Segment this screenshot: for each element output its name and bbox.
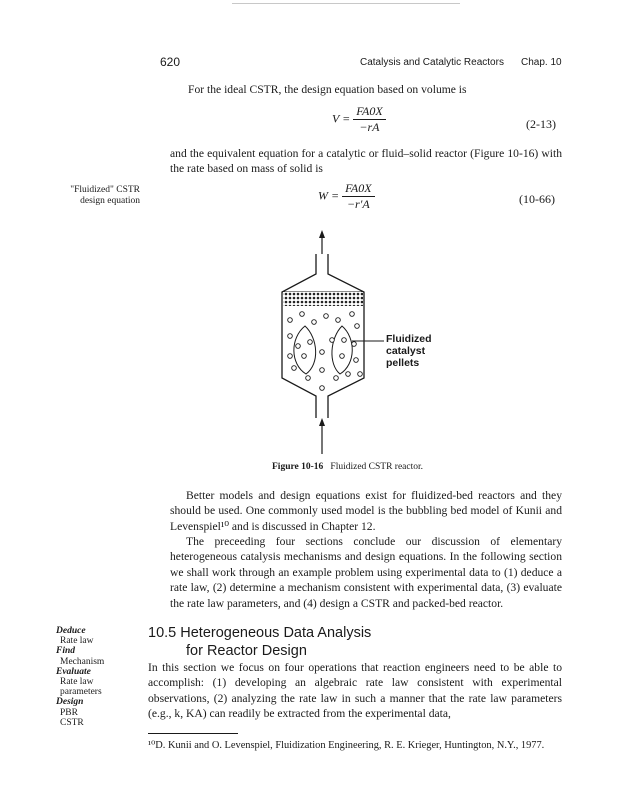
margin-note-line: "Fluidized" CSTR [70, 185, 140, 195]
eq1-numerator: FA0X [353, 104, 385, 120]
inlet-arrow-icon [319, 418, 325, 426]
intro-sentence: For the ideal CSTR, the design equation based on volume is [188, 83, 467, 96]
figure-caption [272, 462, 423, 472]
footnote-rule [148, 733, 238, 734]
sidebar-sub: Mechanism [60, 656, 105, 667]
recirculation-loop-right [332, 326, 352, 374]
sidebar-sub: Rate law [60, 677, 94, 688]
catalyst-pellets [288, 312, 363, 391]
sidebar-sub: Rate law [60, 636, 94, 647]
sidebar-sub: parameters [60, 687, 102, 698]
mid-paragraph: and the equivalent equation for a catalytic or fluid–solid reactor (Figure 10-16) with the rate based on mass of solid is [170, 147, 562, 176]
margin-note-line: design equation [80, 196, 140, 206]
bed-surface [283, 292, 363, 306]
sidebar-heading-evaluate: Evaluate [56, 666, 91, 677]
running-title: Catalysis and Catalytic Reactors [360, 57, 504, 68]
paragraph-preceeding: The preceeding four sections conclude our discussion of elementary heterogeneous catalysis mechanisms and design equations. In the following section we shall work through an example problem using experimental data to (1) deduce a rate law, (2) determine a mechanism consistent with experimental data, (3) evaluate the rate law parameters, and (4) design a CSTR and packed-bed reactor. [170, 535, 562, 610]
figure-label-line: catalyst [386, 345, 426, 357]
eq1-fraction [353, 104, 385, 135]
eq2-lhs: W = [318, 188, 340, 203]
section-title-line2: for Reactor Design [186, 643, 307, 659]
figure-label-line: Fluidized [386, 333, 432, 345]
sidebar-heading-find: Find [56, 646, 76, 657]
sidebar-heading-design: Design [56, 697, 84, 708]
figure-label-line: pellets [386, 357, 420, 369]
sidebar-steps [56, 626, 104, 728]
section-number: 10.5 [148, 625, 177, 641]
recirculation-loop-left [294, 326, 316, 374]
outlet-arrow-icon [319, 230, 325, 238]
margin-note-fluidized [38, 185, 140, 207]
footnote-kunii: ¹⁰D. Kunii and O. Levenspiel, Fluidization Engineering, R. E. Krieger, Huntington, N.Y., 1977. [148, 740, 545, 751]
section-heading [148, 624, 371, 660]
section-title-line1: Heterogeneous Data Analysis [180, 625, 372, 641]
fluidized-cstr-diagram [260, 228, 400, 458]
figure-label [386, 333, 432, 369]
eq2-denominator: −r′A [346, 197, 370, 211]
paragraph-better-models: Better models and design equations exist for fluidized-bed reactors and they should be used. One commonly used model is the bubbling bed model of Kunii and Levenspiel¹⁰ and is discussed in Chapter 12. [170, 489, 562, 533]
eq1-number: (2-13) [526, 117, 556, 131]
chapter-label: Chap. 10 [521, 57, 562, 68]
caption-number: Figure 10-16 [272, 462, 324, 472]
equation-10-66 [318, 181, 375, 212]
eq2-number: (10-66) [519, 192, 555, 206]
reactor-vessel [282, 254, 364, 418]
paragraph-section-intro: In this section we focus on four operations that reaction engineers need to be able to accomplish: (1) developing an algebraic rate law consistent with experimental observations, (2) analyzing the rate law in such a manner that the rate law parameters (e.g., k, KA) can readily be extracted from the experimental data, [148, 661, 562, 721]
eq2-numerator: FA0X [342, 181, 374, 197]
equation-2-13 [332, 104, 386, 135]
caption-text: Fluidized CSTR reactor. [330, 462, 424, 472]
page-number: 620 [160, 55, 181, 69]
sidebar-sub: PBR [60, 707, 78, 718]
top-rule [232, 3, 460, 4]
eq2-fraction [342, 181, 374, 212]
sidebar-sub: CSTR [60, 717, 84, 728]
eq1-denominator: −rA [359, 120, 380, 134]
eq1-lhs: V = [332, 111, 351, 126]
sidebar-heading-deduce: Deduce [56, 626, 86, 636]
